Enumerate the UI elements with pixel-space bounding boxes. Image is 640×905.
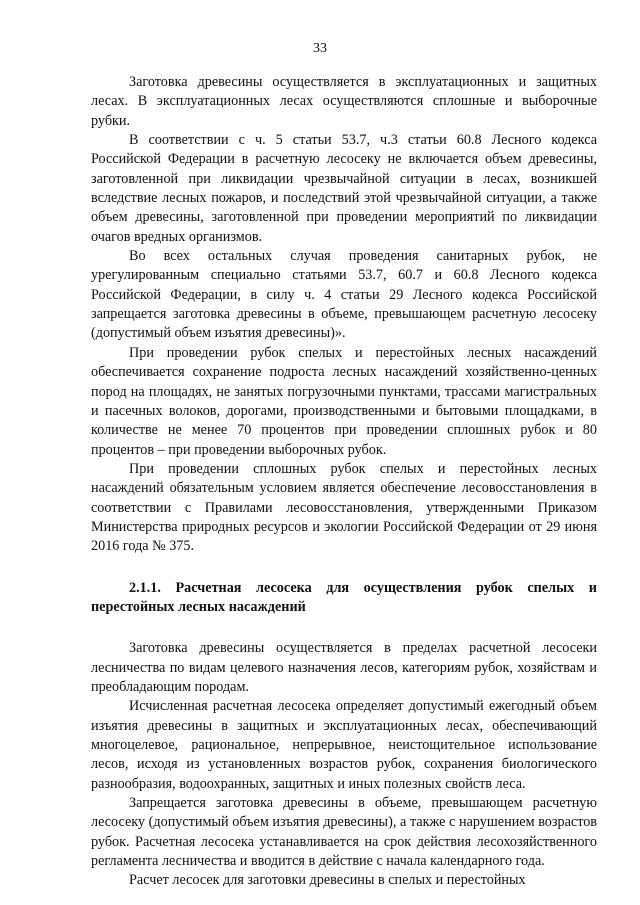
paragraph: Запрещается заготовка древесины в объеме, превышающем расчетную лесосеку (допустимый объем изъятия древесины), а также с нарушением возрастов рубок. Расчетная лесосека устанавливается на срок действия лесохозяйственного регламента лесничества и вводится в действие с начала календарного года. [91, 795, 597, 870]
section-heading: 2.1.1. Расчетная лесосека для осуществления рубок спелых и перестойных лесных насаждений [91, 579, 597, 615]
page-number: 33 [313, 41, 327, 56]
paragraph: Заготовка древесины осуществляется в эксплуатационных и защитных лесах. В эксплуатационных лесах осуществляются сплошные и выборочные рубки. [91, 74, 597, 129]
paragraph: При проведении рубок спелых и перестойных лесных насаждений обеспечивается сохранение подроста лесных насаждений хозяйственно-ценных пород на площадях, не занятых погрузочными пунктами, трассами магистральных и пасечных волоков, дорогами, производственными и бытовыми площадками, в количестве не менее 70 процентов при проведении сплошных рубок и 80 процентов – при проведении выборочных рубок. [91, 344, 597, 458]
paragraph: В соответствии с ч. 5 статьи 53.7, ч.3 статьи 60.8 Лесного кодекса Российской Федерации в расчетную лесосеку не включается объем древесины, заготовленной при ликвидации чрезвычайной ситуации в лесах, возникшей вследствие лесных пожаров, и последствий этой чрезвычайной ситуации, а также объем древесины, заготовленной при проведении мероприятий по ликвидации очагов вредных организмов. [91, 132, 597, 245]
paragraph: Расчет лесосек для заготовки древесины в спелых и перестойных [129, 872, 526, 889]
paragraph: Заготовка древесины осуществляется в пределах расчетной лесосеки лесничества по видам целевого назначения лесов, категориям рубок, хозяйствам и преобладающим породам. [91, 640, 597, 695]
document-body [91, 73, 597, 891]
paragraph: Во всех остальных случая проведения санитарных рубок, не урегулированным специально статьями 53.7, 60.7 и 60.8 Лесного кодекса Российской Федерации, в силу ч. 4 статьи 29 Лесного кодекса Российской запрещается заготовка древесины в объеме, превышающем расчетную лесосеку (допустимый объем изъятия древесины)». [91, 248, 597, 342]
paragraph: При проведении сплошных рубок спелых и перестойных лесных насаждений обязательным условием является обеспечение лесовосстановления в соответствии с Правилами лесовосстановления, утвержденными Приказом Министерства природных ресурсов и экологии Российской Федерации от 29 июня 2016 года № 375. [91, 460, 597, 555]
paragraph: Исчисленная расчетная лесосека определяет допустимый ежегодный объем изъятия древесины в защитных и эксплуатационных лесах, обеспечивающий многоцелевое, рациональное, непрерывное, неистощительное использование лесов, исходя из установленных возрастов рубок, сохранения биологического разнообразия, водоохранных, защитных и иных полезных свойств леса. [91, 698, 597, 792]
